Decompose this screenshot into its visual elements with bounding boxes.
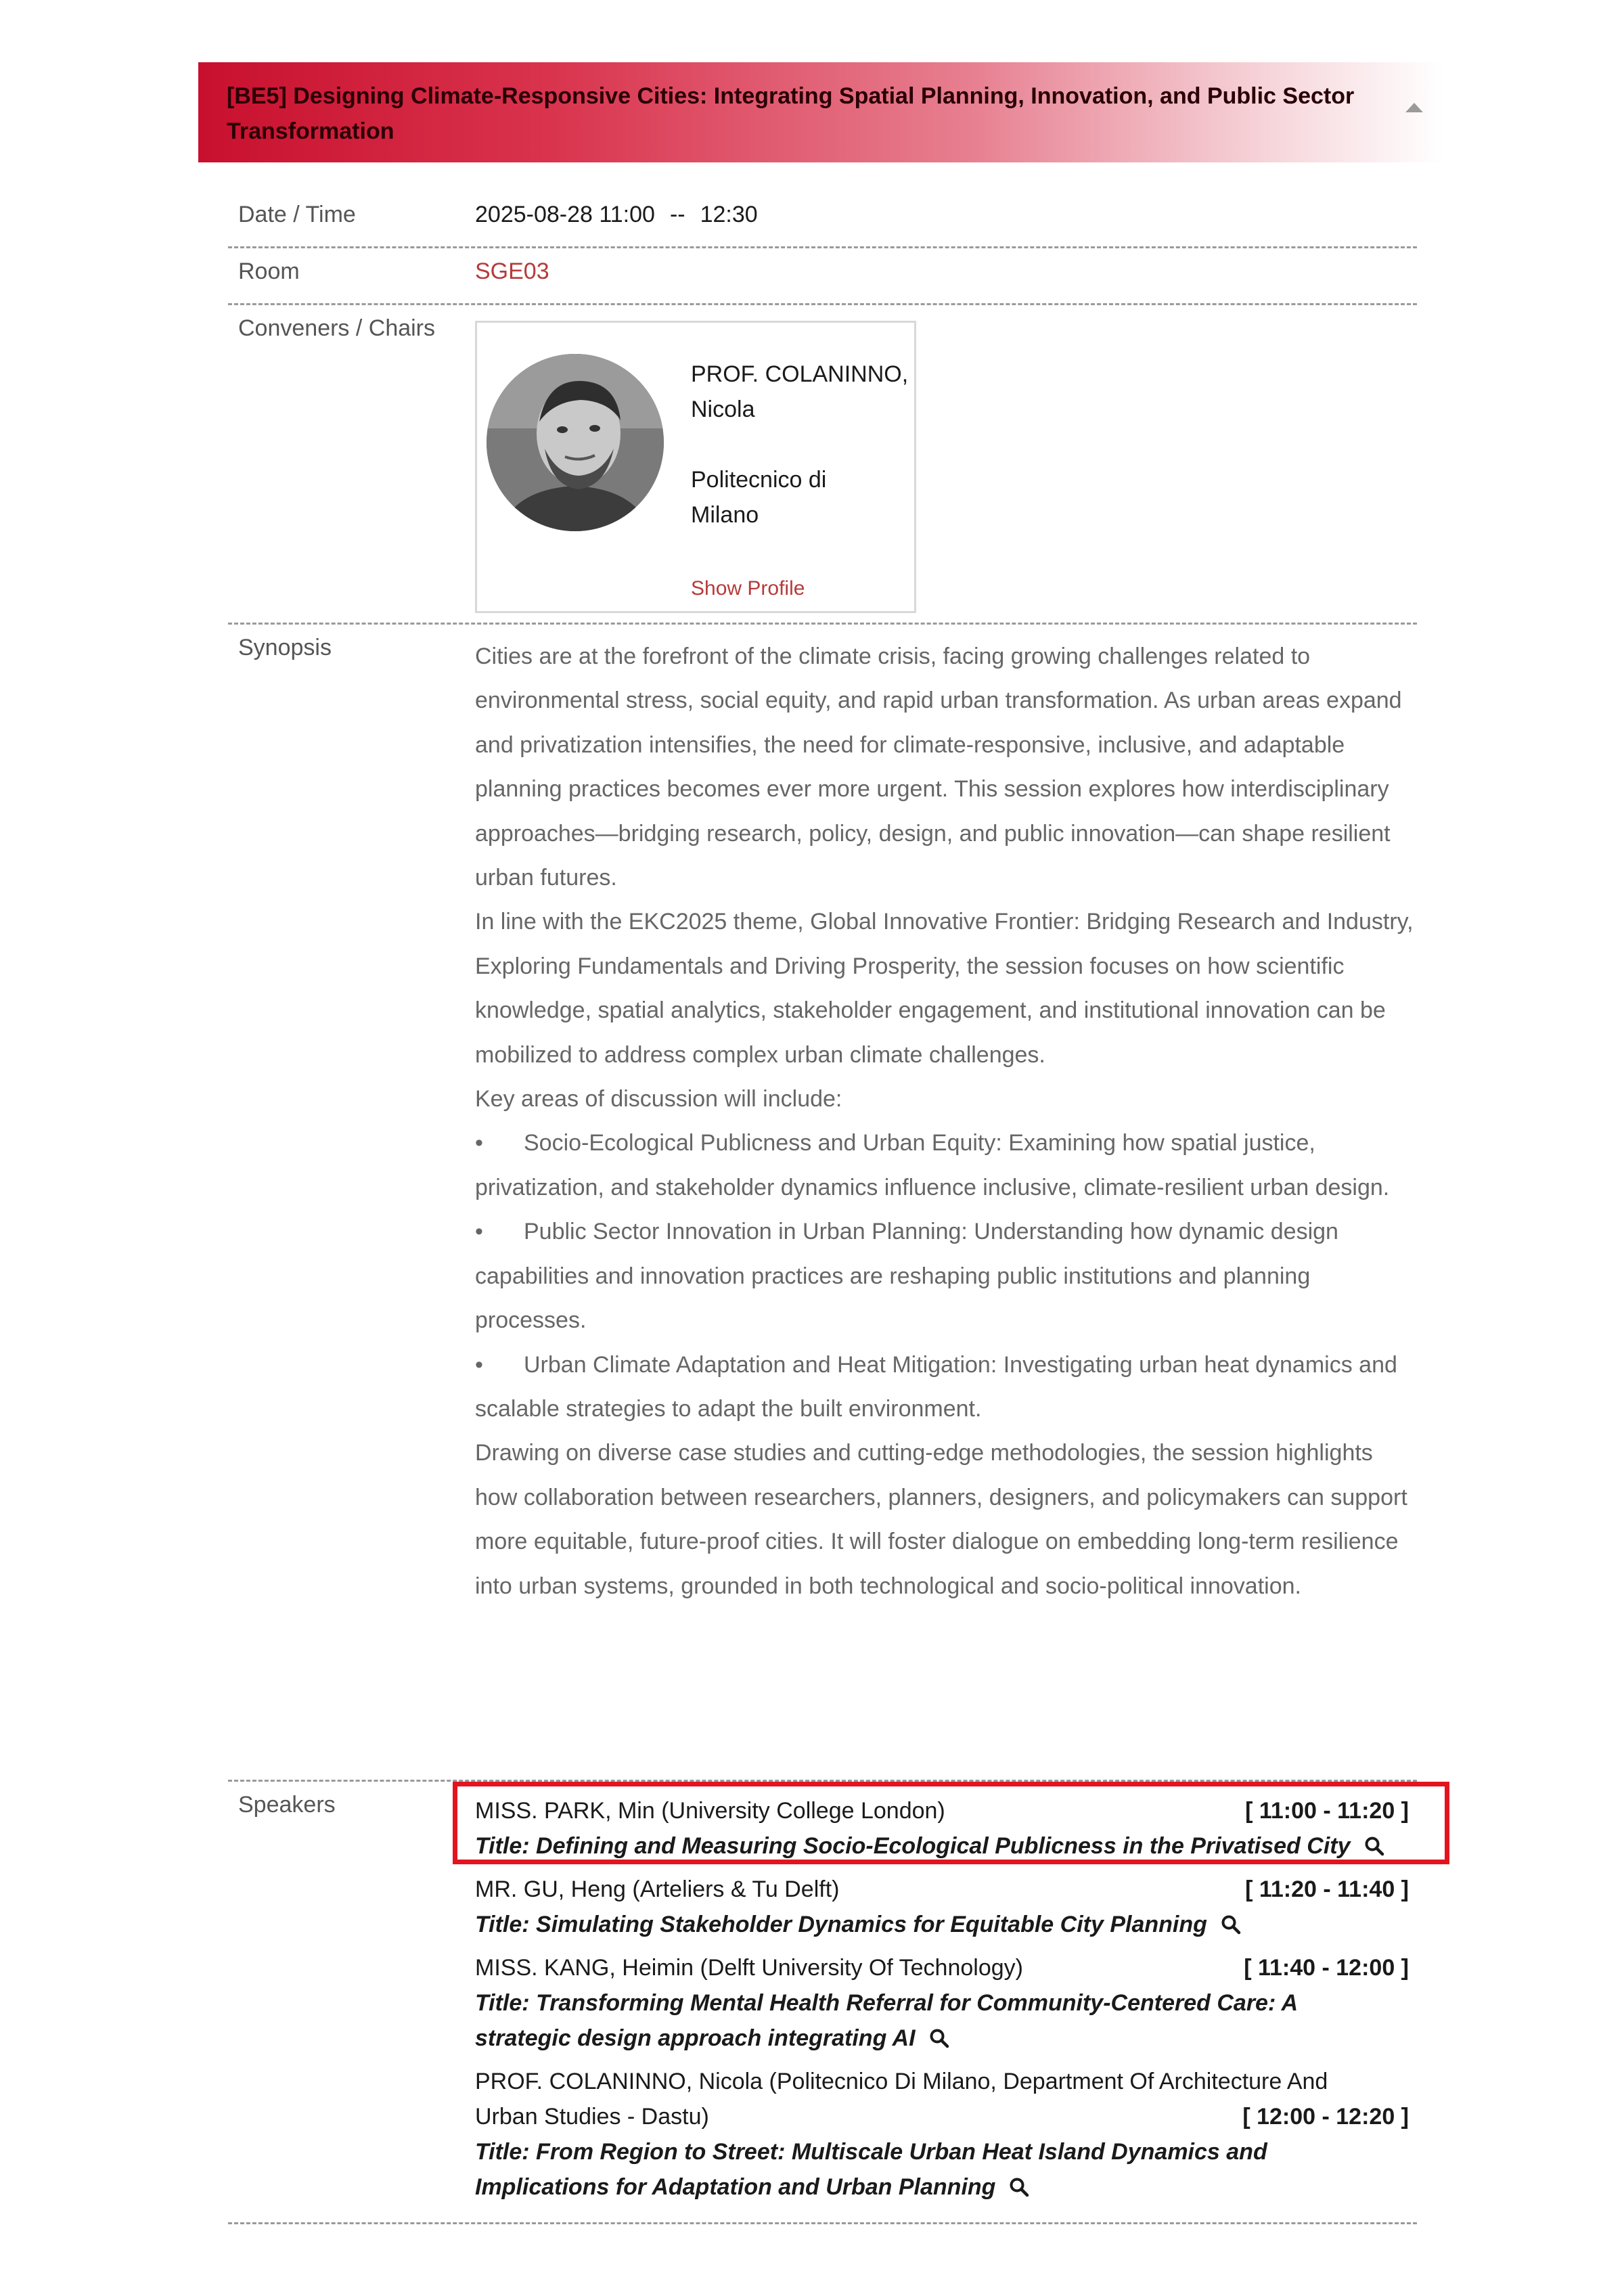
- speaker-time: [ 11:00 - 11:20 ]: [1245, 1798, 1409, 1824]
- datetime-value: [475, 202, 758, 228]
- speaker-affiliation: (Arteliers & Tu Delft): [632, 1876, 840, 1902]
- speaker-entry: [475, 2064, 1409, 2205]
- session-header[interactable]: [198, 62, 1443, 162]
- datetime-row: [228, 189, 1417, 248]
- end-time: 12:30: [700, 202, 758, 227]
- synopsis-bullet: [475, 1121, 1416, 1210]
- synopsis-paragraph: In line with the EKC2025 theme, Global Innovative Frontier: Bridging Research and Industry, Exploring Fundamentals and Driving Prosperity, the session focuses on how scientific knowledge, spatial analytics, stakeholder engagement, and institutional innovation can be mobilized to address complex urban climate challenges.: [475, 909, 1414, 1068]
- convener-name: [691, 357, 914, 427]
- speakers-label: Speakers: [238, 1792, 336, 1818]
- bullet-marker: •: [475, 1219, 483, 1245]
- bullet-text: Urban Climate Adaptation and Heat Mitigation: Investigating urban heat dynamics and scalable strategies to adapt the built environment.: [475, 1351, 1397, 1422]
- speaker-title-line: [475, 1985, 1409, 2021]
- speaker-line: [475, 1950, 1409, 1985]
- search-icon[interactable]: [929, 2028, 949, 2048]
- datetime-label: Date / Time: [238, 202, 356, 227]
- room-link[interactable]: SGE03: [475, 258, 549, 284]
- convener-org-line1: Politecnico di: [691, 467, 827, 493]
- speaker-title: strategic design approach integrating AI: [475, 2025, 916, 2051]
- convener-org-line2: Milano: [691, 502, 759, 528]
- speaker-affiliation: (University College London): [661, 1798, 945, 1824]
- speaker-title-line: [475, 2134, 1409, 2169]
- session-title: [BE5] Designing Climate-Responsive Cities: Integrating Spatial Planning, Innovation, and Public Sector Transformation: [227, 83, 1355, 144]
- speaker-title: Title: Transforming Mental Health Referral for Community-Centered Care: A: [475, 1990, 1299, 2016]
- speaker-line: [475, 1872, 1409, 1907]
- speaker-title: Title: Defining and Measuring Socio-Ecological Publicness in the Privatised City: [475, 1833, 1351, 1859]
- conveners-row: [228, 303, 1417, 625]
- speaker-title-line: [475, 1907, 1409, 1942]
- bullet-marker: •: [475, 1130, 483, 1156]
- speaker-entry: [475, 1950, 1409, 2056]
- bullet-text: Public Sector Innovation in Urban Planning: Understanding how dynamic design capabilities and innovation practices are reshaping public institutions and planning processes.: [475, 1219, 1338, 1334]
- speaker-affiliation: Urban Studies - Dastu): [475, 2104, 709, 2130]
- room-label: Room: [238, 258, 300, 284]
- synopsis-text: [475, 635, 1416, 1608]
- speaker-time: [ 12:00 - 12:20 ]: [1242, 2104, 1409, 2130]
- conveners-label: Conveners / Chairs: [238, 315, 436, 341]
- synopsis-bullet: [475, 1343, 1416, 1432]
- time-separator: --: [669, 202, 685, 227]
- collapse-arrow-icon[interactable]: [1405, 103, 1423, 112]
- synopsis-label: Synopsis: [238, 635, 332, 660]
- synopsis-paragraph: Cities are at the forefront of the climate crisis, facing growing challenges related to environmental stress, social equity, and rapid urban transformation. As urban areas expand and privatization intensifies, the need for climate-responsive, inclusive, and adaptable planning practices becomes ever more urgent. This session explores how interdisciplinary approaches—bridging research, policy, design, and public innovation—can shape resilient urban futures.: [475, 644, 1402, 891]
- convener-name-line1: PROF. COLANINNO,: [691, 361, 909, 387]
- speaker-entry: [475, 1872, 1409, 1942]
- speaker-title-line: [475, 2021, 1409, 2056]
- convener-card: [475, 321, 916, 613]
- start-time: 2025-08-28 11:00: [475, 202, 655, 227]
- highlight-box: [453, 1782, 1449, 1864]
- speaker-title-line: [475, 2169, 1409, 2205]
- synopsis-paragraph: Drawing on diverse case studies and cutting-edge methodologies, the session highlights how collaboration between researchers, planners, designers, and policymakers can support more equitable, future-proof cities. It will foster dialogue on embedding long-term resilience into urban systems, grounded in both technological and socio-political innovation.: [475, 1440, 1407, 1599]
- speaker-name: MISS. KANG, Heimin: [475, 1955, 694, 1981]
- speaker-affiliation: (Delft University Of Technology): [700, 1955, 1023, 1981]
- room-row: [228, 246, 1417, 305]
- speaker-line: [475, 2064, 1409, 2099]
- synopsis-bullet: [475, 1210, 1416, 1343]
- speaker-title: Title: Simulating Stakeholder Dynamics for Equitable City Planning: [475, 1912, 1207, 1937]
- speaker-line: [475, 2099, 1409, 2134]
- synopsis-paragraph: Key areas of discussion will include:: [475, 1086, 842, 1112]
- speaker-name: MISS. PARK, Min: [475, 1798, 655, 1824]
- speaker-title: Implications for Adaptation and Urban Planning: [475, 2174, 996, 2200]
- speaker-name-link[interactable]: MR. GU, Heng: [475, 1876, 626, 1902]
- convener-org: [691, 462, 894, 533]
- speaker-name: PROF. COLANINNO, Nicola (Politecnico Di Milano, Department Of Architecture And: [475, 2069, 1328, 2094]
- convener-name-line2: Nicola: [691, 397, 755, 422]
- speaker-time: [ 11:40 - 12:00 ]: [1244, 1955, 1409, 1981]
- search-icon[interactable]: [1009, 2177, 1029, 2197]
- show-profile-link[interactable]: Show Profile: [691, 577, 805, 600]
- bullet-marker: •: [475, 1351, 483, 1378]
- speaker-title: Title: From Region to Street: Multiscale Urban Heat Island Dynamics and: [475, 2139, 1267, 2165]
- synopsis-row: [228, 623, 1417, 1782]
- speaker-time: [ 11:20 - 11:40 ]: [1245, 1876, 1409, 1902]
- search-icon[interactable]: [1221, 1914, 1241, 1935]
- bullet-text: Socio-Ecological Publicness and Urban Equity: Examining how spatial justice, privatization, and stakeholder dynamics influence inclusive, climate-resilient urban design.: [475, 1130, 1390, 1200]
- avatar-photo: [487, 354, 664, 531]
